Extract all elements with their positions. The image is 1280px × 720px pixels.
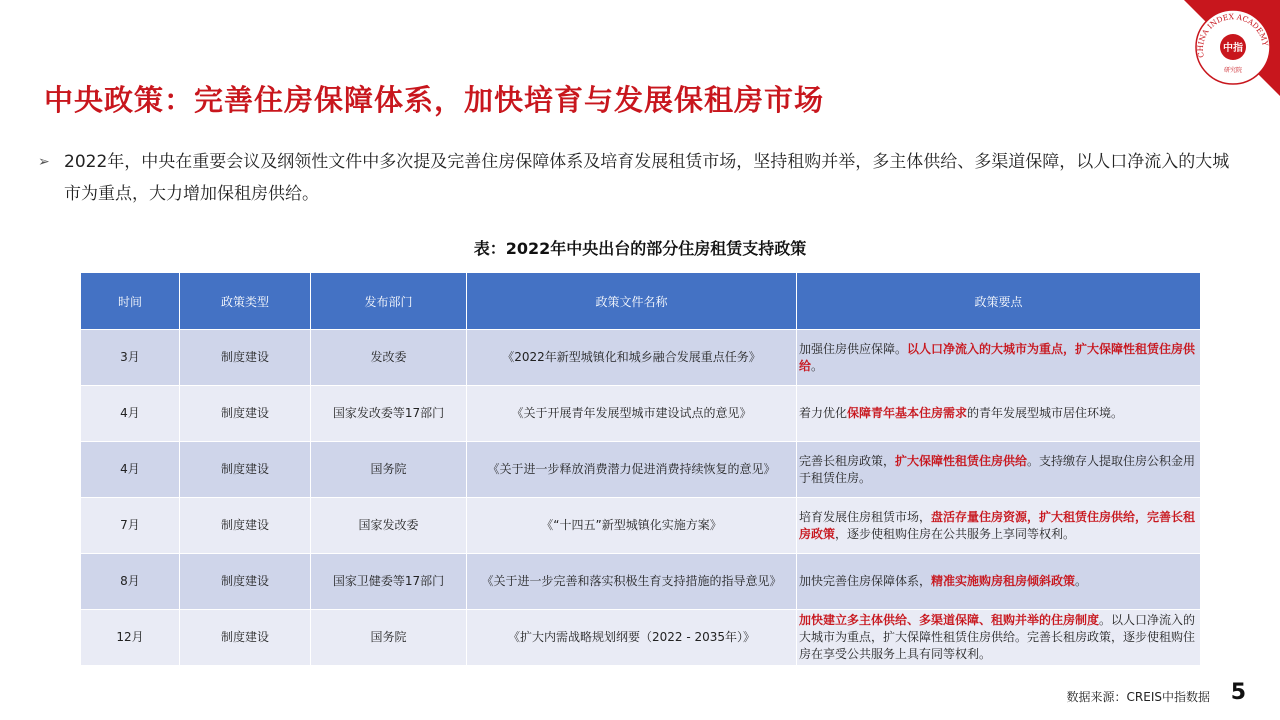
header-type: 政策类型 (180, 273, 311, 330)
cell-time: 7月 (81, 498, 180, 554)
cell-doc: 《“十四五”新型城镇化实施方案》 (467, 498, 797, 554)
highlight-text: 精准实施购房租房倾斜政策 (931, 574, 1076, 588)
table-title: 表：2022年中央出台的部分住房租赁支持政策 (473, 239, 807, 258)
cell-points (797, 498, 1201, 554)
cell-points (797, 386, 1201, 442)
point-text: 着力优化 (799, 406, 848, 420)
cell-type: 制度建设 (180, 554, 311, 610)
cell-dept: 国家卫健委等17部门 (311, 554, 467, 610)
cell-doc: 《2022年新型城镇化和城乡融合发展重点任务》 (467, 330, 797, 386)
highlight-text: 盘活存量住房资源，扩大租赁住房供给，完善长租房政策 (799, 509, 1196, 541)
highlight-text: 扩大保障性租赁住房供给 (895, 453, 1028, 468)
cell-doc: 《关于进一步释放消费潜力促进消费持续恢复的意见》 (467, 442, 797, 498)
cell-points (797, 330, 1201, 386)
table-row (81, 554, 1201, 610)
page-number: 5 (1230, 680, 1246, 705)
cell-time: 3月 (81, 330, 180, 386)
point-text: 。以人口净流入的大城市为重点，扩大保障性租赁住房供给。完善长租房政策，逐步使租购住房在享受公共服务上具有同等权利。 (799, 613, 1196, 661)
table-row (81, 610, 1201, 666)
point-text: 。 (811, 358, 824, 373)
point-text: 。支持缴存人提取住房公积金用于租赁住房。 (799, 453, 1196, 485)
logo-arc-text: CHINA INDEX ACADEMY (1195, 12, 1270, 59)
corner-logo (1150, 0, 1280, 130)
table-row (81, 386, 1201, 442)
cell-points (797, 610, 1201, 666)
table-row (81, 330, 1201, 386)
point-text: ，逐步使租购住房在公共服务上享同等权利。 (835, 526, 1076, 541)
cell-points (797, 554, 1201, 610)
cell-doc: 《扩大内需战略规划纲要（2022 - 2035年）》 (467, 610, 797, 666)
highlight-text: 以人口净流入的大城市为重点，扩大保障性租赁住房供给 (799, 341, 1196, 373)
cell-time: 4月 (81, 442, 180, 498)
table-header-row (81, 273, 1201, 330)
header-points: 政策要点 (797, 273, 1201, 330)
point-text: 加强住房供应保障。 (799, 341, 908, 356)
cell-time: 12月 (81, 610, 180, 666)
cell-dept: 国家发改委 (311, 498, 467, 554)
cell-type: 制度建设 (180, 442, 311, 498)
cell-type: 制度建设 (180, 498, 311, 554)
header-time: 时间 (81, 273, 180, 330)
cell-type: 制度建设 (180, 610, 311, 666)
policy-table (80, 272, 1201, 666)
cell-dept: 发改委 (311, 330, 467, 386)
bullet-arrow-icon: ➢ (38, 154, 50, 170)
point-text: 加快完善住房保障体系， (799, 574, 932, 588)
point-text: 完善长租房政策， (799, 453, 896, 468)
logo-sub-text: 研究院 (1223, 67, 1243, 74)
table-body (81, 330, 1201, 666)
cell-dept: 国家发改委等17部门 (311, 386, 467, 442)
table-row (81, 442, 1201, 498)
cell-points (797, 442, 1201, 498)
point-text: 培育发展住房租赁市场， (799, 509, 932, 524)
cell-time: 8月 (81, 554, 180, 610)
cell-doc: 《关于开展青年发展型城市建设试点的意见》 (467, 386, 797, 442)
highlight-text: 保障青年基本住房需求 (847, 406, 968, 420)
header-dept: 发布部门 (311, 273, 467, 330)
cell-dept: 国务院 (311, 610, 467, 666)
logo-center-text: 中指 (1223, 43, 1243, 54)
data-source: 数据来源：CREIS中指数据 (1066, 690, 1210, 704)
point-text: 的青年发展型城市居住环境。 (967, 406, 1124, 420)
header-doc: 政策文件名称 (467, 273, 797, 330)
cell-time: 4月 (81, 386, 180, 442)
cell-dept: 国务院 (311, 442, 467, 498)
intro-bullet (38, 146, 1238, 210)
page-title: 中央政策：完善住房保障体系，加快培育与发展保租房市场 (44, 83, 825, 117)
point-text: 。 (1075, 574, 1088, 588)
cell-type: 制度建设 (180, 386, 311, 442)
cell-doc: 《关于进一步完善和落实积极生育支持措施的指导意见》 (467, 554, 797, 610)
highlight-text: 加快建立多主体供给、多渠道保障、租购并举的住房制度 (799, 613, 1100, 627)
intro-text: 2022年，中央在重要会议及纲领性文件中多次提及完善住房保障体系及培育发展租赁市场，坚持租购并举，多主体供给、多渠道保障，以人口净流入的大城市为重点，大力增加保租房供给。 (64, 152, 1230, 204)
table-row (81, 498, 1201, 554)
cell-type: 制度建设 (180, 330, 311, 386)
